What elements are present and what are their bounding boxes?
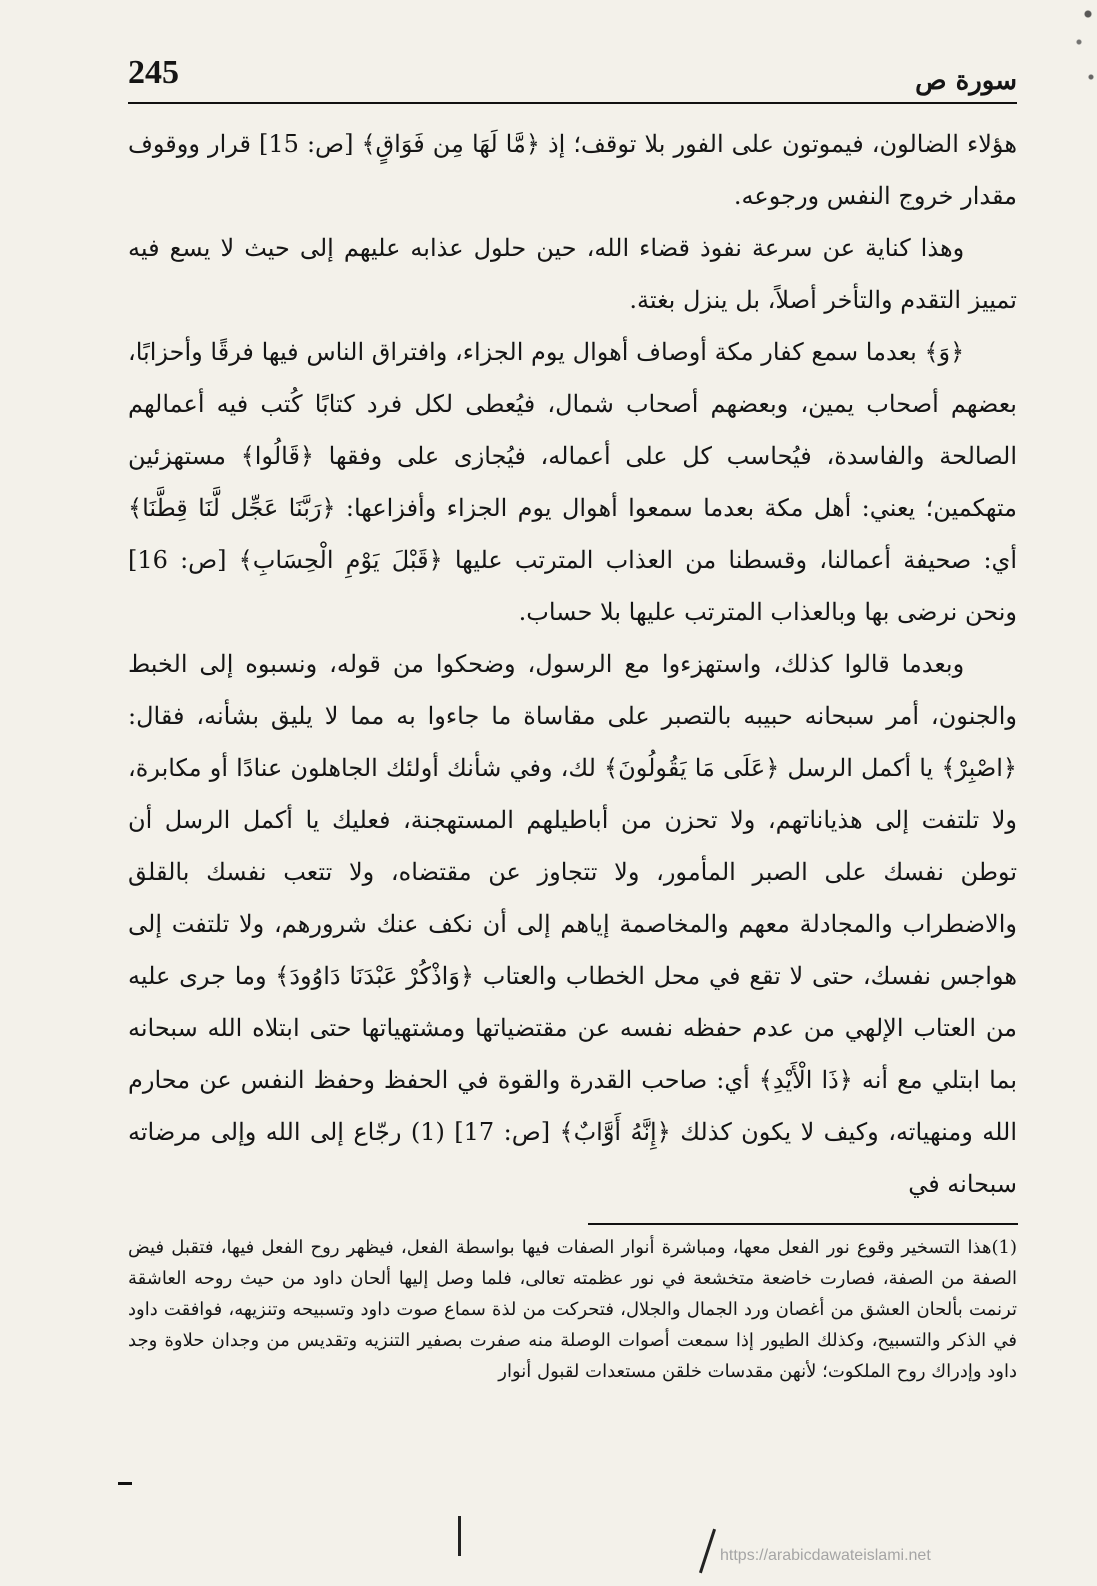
footnotes bbox=[128, 1232, 1017, 1387]
paragraph: ﴿وَ﴾ بعدما سمع كفار مكة أوصاف أهوال يوم الجزاء، وافتراق الناس فيها فرقًا وأحزابًا، بعضهم أصحاب يمين، وبعضهم أصحاب شمال، فيُعطى لكل فرد كتابًا كُتب فيه أعمالهم الصالحة والفاسدة، فيُحاسب كل على أعماله، فيُجازى على وفقها ﴿قَالُوا﴾ مستهزئين متهكمين؛ يعني: أهل مكة بعدما سمعوا أهوال يوم الجزاء وأفزاعها: ﴿رَبَّنَا عَجِّل لَّنَا قِطَّنَا﴾ أي: صحيفة أعمالنا، وقسطنا من العذاب المترتب عليها ﴿قَبْلَ يَوْمِ الْحِسَابِ﴾ [ص: 16] ونحن نرضى بها وبالعذاب المترتب عليها بلا حساب. bbox=[128, 338, 1017, 626]
footnote: (1)هذا التسخير وقوع نور الفعل معها، ومباشرة أنوار الصفات فيها بواسطة الفعل، فيظهر روح الفعل فيها، فتقبل فيض الصفة من الصفة، فصارت خاضعة متخشعة في نور عظمته تعالى، فلما وصل إليها ألحان داود من حيث روحه العاشقة ترنمت بألحان العشق من أغصان ورد الجمال والجلال، فتحركت من لذة سماع صوت داود وتسبيحه وتنزيهه، فوافقت داود في الذكر والتسبيح، وكذلك الطيور إذا سمعت أصوات الوصلة منه صفرت بصفير التنزيه وتقديس من وجدان حلاوة وجد داود وإدراك روح الملكوت؛ لأنهن مقدسات خلقن مستعدات لقبول أنوار bbox=[128, 1237, 1017, 1382]
page-header bbox=[128, 52, 1017, 104]
watermark-url: https://arabicdawateislami.net bbox=[720, 1547, 931, 1564]
scan-edge-noise bbox=[1037, 0, 1097, 140]
footnote-separator bbox=[588, 1223, 1018, 1225]
dash-mark bbox=[118, 1482, 132, 1485]
running-title: سورة ص bbox=[915, 66, 1017, 96]
main-text bbox=[128, 118, 1017, 1210]
paragraph: هؤلاء الضالون، فيموتون على الفور بلا توقف؛ إذ ﴿مَّا لَهَا مِن فَوَاقٍ﴾ [ص: 15] قرار ووقوف مقدار خروج النفس ورجوعه. bbox=[128, 130, 1017, 210]
slash-mark bbox=[699, 1529, 716, 1574]
paragraph: وهذا كناية عن سرعة نفوذ قضاء الله، حين حلول عذابه عليهم إلى حيث لا يسع فيه تمييز التقدم والتأخر أصلاً، بل ينزل بغتة. bbox=[128, 234, 1017, 314]
stray-mark bbox=[458, 1516, 461, 1556]
paragraph: وبعدما قالوا كذلك، واستهزءوا مع الرسول، وضحكوا من قوله، ونسبوه إلى الخبط والجنون، أمر سبحانه حبيبه بالتصبر على مقاساة ما جاءوا به مما لا يليق بشأنه، فقال: ﴿اصْبِرْ﴾ يا أكمل الرسل ﴿عَلَى مَا يَقُولُونَ﴾ لك، وفي شأنك أولئك الجاهلون عنادًا أو مكابرة، ولا تلتفت إلى هذياناتهم، ولا تحزن من أباطيلهم المستهجنة، فعليك يا أكمل الرسل أن توطن نفسك على الصبر المأمور، ولا تتجاوز عن مقتضاه، ولا تتعب نفسك بالقلق والاضطراب والمجادلة معهم والمخاصمة إياهم إلى أن نكف عنك شرورهم، ولا تلتفت إلى هواجس نفسك، حتى لا تقع في محل الخطاب والعتاب ﴿وَاذْكُرْ عَبْدَنَا دَاوُودَ﴾ وما جرى عليه من العتاب الإلهي من عدم حفظه نفسه عن مقتضياتها ومشتهياتها حتى ابتلاه الله سبحانه بما ابتلي مع أنه ﴿ذَا الْأَيْدِ﴾ أي: صاحب القدرة والقوة في الحفظ وحفظ النفس عن محارم الله ومنهياته، وكيف لا يكون كذلك ﴿إِنَّهُ أَوَّابٌ﴾ [ص: 17] (1) رجّاع إلى الله وإلى مرضاته سبحانه في bbox=[128, 650, 1018, 1198]
page-number: 245 bbox=[128, 54, 179, 91]
